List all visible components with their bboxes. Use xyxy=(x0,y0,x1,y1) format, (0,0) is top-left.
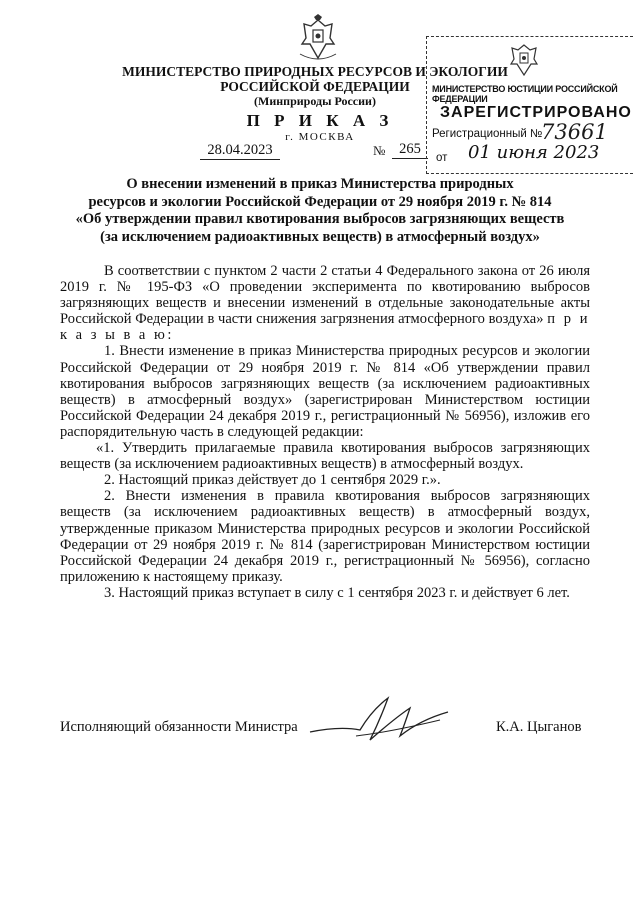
document-type: П Р И К А З xyxy=(246,111,394,130)
paragraph-1: 1. Внести изменение в приказ Министерства природных ресурсов и экологии Российской Федерации от 29 ноября 2019 г. № 814 «Об утверждении правил квотирования выбросов загрязняющих веществ (за исключением радиоактивных веществ) в атмосферный воздух» (зарегистрирован Министерством юстиции Российской Федерации 24 декабря 2019 г., регистрационный № 56956), изложив его распорядительную часть в следующей редакции: xyxy=(60,343,590,440)
paragraph-3: 3. Настоящий приказ вступает в силу с 1 сентября 2023 г. и действует 6 лет. xyxy=(104,584,570,601)
preamble-text: В соответствии с пунктом 2 части 2 статьи 4 Федерального закона от 26 июля 2019 г. № 195-ФЗ «О проведении эксперимента по квотированию выбросов загрязняющих веществ и внесении изменений в отдельные законодательные акты Российской Федерации в части снижения загрязнения атмосферного воздуха» xyxy=(60,263,590,328)
document-date: 28.04.2023 xyxy=(200,142,280,160)
number-sign: № xyxy=(373,143,386,158)
signatory-name: К.А. Цыганов xyxy=(496,719,582,735)
signatory-role: Исполняющий обязанности Министра xyxy=(60,719,298,735)
preamble-paragraph xyxy=(60,263,590,343)
stamp-registered: ЗАРЕГИСТРИРОВАНО xyxy=(440,104,632,121)
quoted-item-2: 2. Настоящий приказ действует до 1 сентября 2029 г.». xyxy=(104,472,441,489)
stamp-reg-number-label: Регистрационный № xyxy=(432,128,543,140)
ministry-short-name: (Минприроды России) xyxy=(254,94,376,108)
stamp-ministry: МИНИСТЕРСТВО ЮСТИЦИИ РОССИЙСКОЙ ФЕДЕРАЦИИ xyxy=(432,84,618,104)
coat-of-arms-emblem xyxy=(296,14,340,64)
document-body xyxy=(60,263,590,601)
stamp-date-handwritten: 01 июня 2023 xyxy=(468,142,600,163)
quoted-item-1: «1. Утвердить прилагаемые правила квотирования выбросов загрязняющих веществ (за исключением радиоактивных веществ) в атмосферный воздух. xyxy=(60,440,590,473)
handwritten-signature xyxy=(300,690,460,750)
document-number: 265 xyxy=(392,141,428,159)
stamp-reg-number: 73661 xyxy=(541,120,608,144)
ministry-line1: МИНИСТЕРСТВО ПРИРОДНЫХ РЕСУРСОВ И ЭКОЛОГИИ xyxy=(122,64,508,79)
title-line3: «Об утверждении правил квотирования выбросов загрязняющих веществ xyxy=(75,211,565,227)
prikazyvayu: п р и к а з ы в а ю: xyxy=(60,311,591,344)
stamp-emblem xyxy=(506,40,542,80)
title-line2: ресурсов и экологии Российской Федерации от 29 ноября 2019 г. № 814 xyxy=(88,193,552,210)
document-title xyxy=(70,176,570,246)
city: г. МОСКВА xyxy=(285,131,355,143)
paragraph-2: 2. Внести изменения в правила квотирования выбросов загрязняющих веществ (за исключением радиоактивных веществ) в атмосферный воздух, утвержденные приказом Министерства природных ресурсов и экологии Российской Федерации от 29 ноября 2019 г. № 814 (зарегистрирован Министерством юстиции Российской Федерации 24 декабря 2019 г., регистрационный № 56956), согласно приложению к настоящему приказу. xyxy=(60,488,590,585)
title-line4: (за исключением радиоактивных веществ) в атмосферный воздух» xyxy=(100,228,540,245)
title-line1: О внесении изменений в приказ Министерства природных xyxy=(126,176,514,192)
stamp-date-label: от xyxy=(436,152,448,164)
ministry-line2: РОССИЙСКОЙ ФЕДЕРАЦИИ xyxy=(220,78,410,94)
